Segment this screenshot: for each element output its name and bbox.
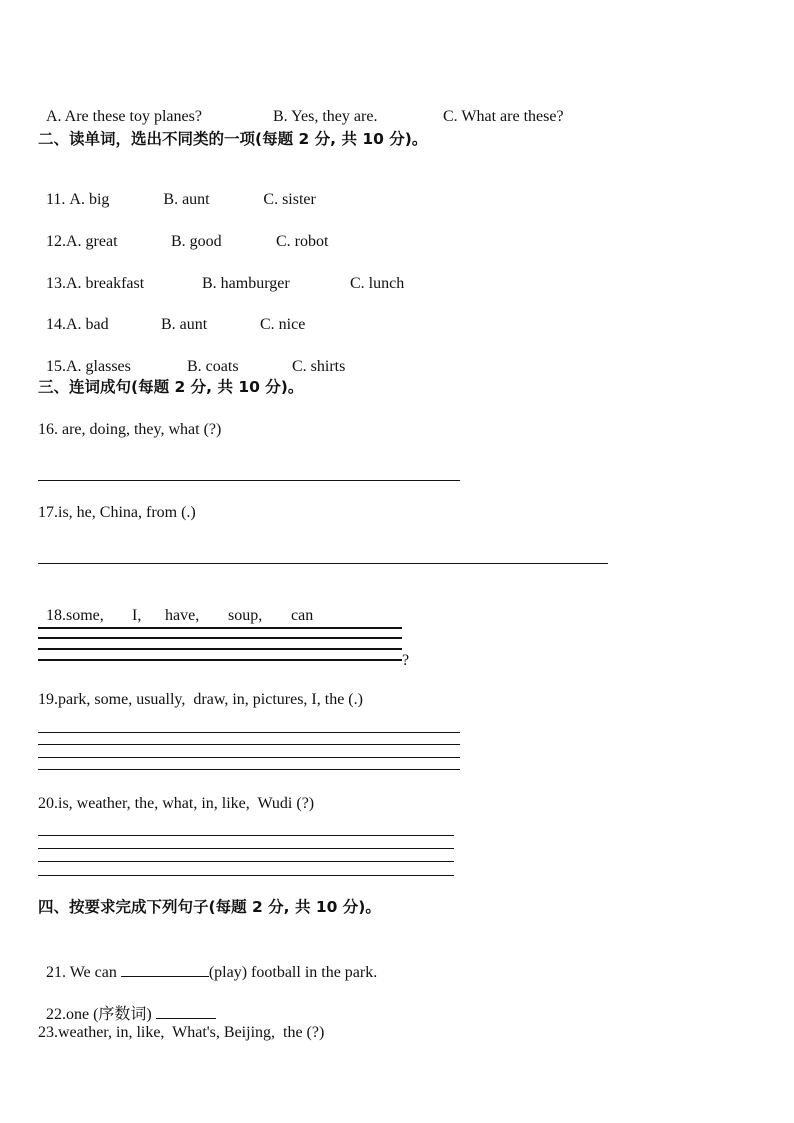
q21-row xyxy=(38,940,377,983)
q18-word: some, xyxy=(66,607,104,624)
q14-option-c: C. nice xyxy=(260,316,306,333)
q13-number: 13. xyxy=(46,275,66,292)
q20-answer-line[interactable] xyxy=(38,848,454,849)
q22-row xyxy=(38,982,216,1025)
q10-option-a: A. Are these toy planes? xyxy=(46,108,202,125)
q18-number: 18. xyxy=(46,607,66,624)
q16-prompt: 16. are, doing, they, what (?) xyxy=(38,421,222,438)
q22-text: 22.one (序数词) xyxy=(46,1006,156,1023)
q18-word: can xyxy=(291,607,314,624)
q19-answer-line[interactable] xyxy=(38,732,460,733)
q17-answer-line[interactable] xyxy=(38,563,608,564)
q20-answer-line[interactable] xyxy=(38,861,454,862)
q10-option-c: C. What are these? xyxy=(443,108,564,125)
q12-number: 12. xyxy=(46,233,66,250)
q14-number: 14. xyxy=(46,316,66,333)
q22-blank[interactable] xyxy=(156,1002,216,1019)
q19-answer-line[interactable] xyxy=(38,769,460,770)
q12-row xyxy=(38,212,328,252)
q14-option-b: B. aunt xyxy=(161,316,208,333)
q15-option-a: A. glasses xyxy=(66,358,131,375)
q21-blank[interactable] xyxy=(121,960,209,977)
q15-option-c: C. shirts xyxy=(292,358,346,375)
q11-number: 11. xyxy=(46,191,70,208)
q10-options xyxy=(38,87,564,127)
q13-option-a: A. breakfast xyxy=(66,275,145,292)
q19-prompt: 19.park, some, usually, draw, in, pictures, I, the (.) xyxy=(38,691,363,708)
q11-option-c: C. sister xyxy=(263,191,316,208)
q11-option-b: B. aunt xyxy=(163,191,210,208)
q11-option-a: A. big xyxy=(69,191,110,208)
q14-option-a: A. bad xyxy=(66,316,109,333)
q12-option-c: C. robot xyxy=(276,233,329,250)
q13-option-b: B. hamburger xyxy=(202,275,290,292)
q18-question-mark: ? xyxy=(402,652,410,669)
q19-answer-line[interactable] xyxy=(38,757,460,758)
q23-prompt: 23.weather, in, like, What's, Beijing, the (?) xyxy=(38,1024,325,1041)
q13-row xyxy=(38,254,404,294)
q15-row xyxy=(38,337,345,377)
q17-prompt: 17.is, he, China, from (.) xyxy=(38,504,196,521)
q18-word: I, xyxy=(132,607,142,624)
q20-prompt: 20.is, weather, the, what, in, like, Wudi (?) xyxy=(38,795,315,812)
q18-word: have, xyxy=(165,607,200,624)
q12-option-a: A. great xyxy=(66,233,118,250)
section3-title: 三、连词成句(每题 2 分, 共 10 分)。 xyxy=(38,378,304,396)
q21-text-before: 21. We can xyxy=(46,964,121,981)
q10-option-b: B. Yes, they are. xyxy=(273,108,378,125)
q18-answer-line[interactable] xyxy=(38,648,402,650)
q19-answer-line[interactable] xyxy=(38,744,460,745)
section2-title: 二、读单词，选出不同类的一项(每题 2 分, 共 10 分)。 xyxy=(38,130,428,148)
q18-prompt xyxy=(38,586,313,626)
q20-answer-line[interactable] xyxy=(38,875,454,876)
q11-row xyxy=(38,170,316,210)
q21-text-after: (play) football in the park. xyxy=(208,964,378,981)
q13-option-c: C. lunch xyxy=(350,275,405,292)
q14-row xyxy=(38,295,305,335)
q12-option-b: B. good xyxy=(171,233,222,250)
q18-answer-line[interactable] xyxy=(38,627,402,629)
section4-title: 四、按要求完成下列句子(每题 2 分, 共 10 分)。 xyxy=(38,898,381,916)
q20-answer-line[interactable] xyxy=(38,835,454,836)
q16-answer-line[interactable] xyxy=(38,480,460,481)
q15-option-b: B. coats xyxy=(187,358,239,375)
q18-word: soup, xyxy=(228,607,263,624)
q18-answer-line[interactable] xyxy=(38,637,402,639)
q18-answer-line[interactable] xyxy=(38,659,402,661)
q15-number: 15. xyxy=(46,358,66,375)
